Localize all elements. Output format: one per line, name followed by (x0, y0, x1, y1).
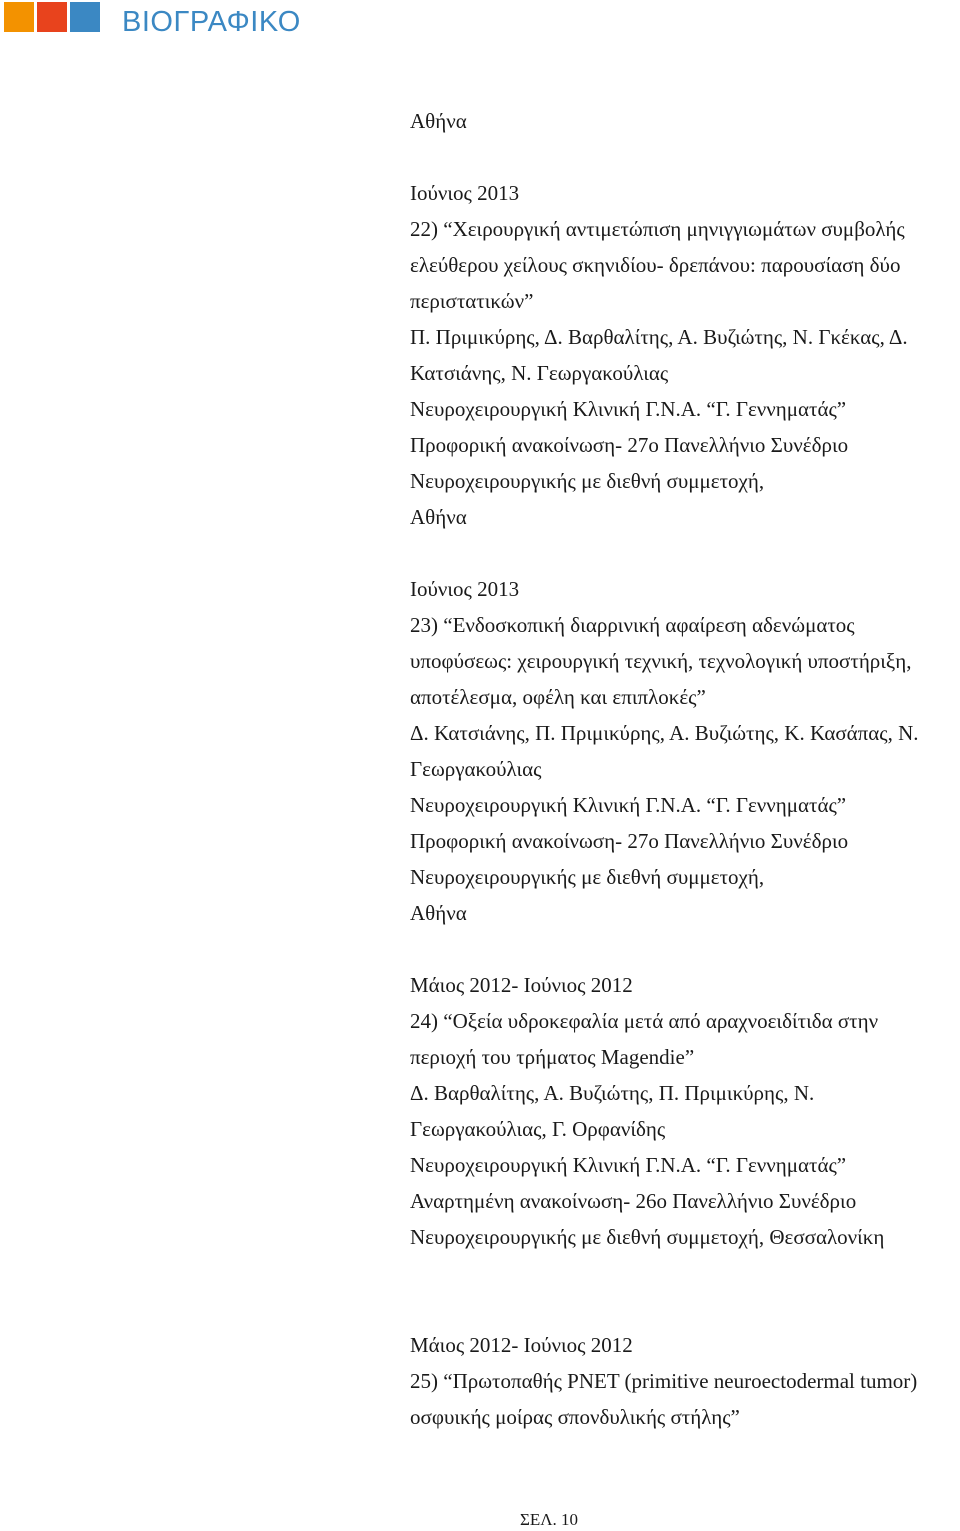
entry-venue: Νευροχειρουργικής με διεθνή συμμετοχή, (410, 865, 765, 889)
cv-entry-24 (410, 967, 958, 1255)
entry-affiliation: Νευροχειρουργική Κλινική Γ.Ν.Α. “Γ. Γεννηματάς” (410, 1153, 847, 1177)
entry-title: 22) “Χειρουργική αντιμετώπιση μηνιγγιωμάτων συμβολής (410, 217, 905, 241)
entry-title: ελεύθερου χείλους σκηνιδίου- δρεπάνου: παρουσίαση δύο (410, 253, 901, 277)
logo-square-red (37, 2, 67, 32)
entry-authors: Δ. Βαρθαλίτης, Α. Βυζιώτης, Π. Πριμικύρης, Ν. (410, 1081, 815, 1105)
cv-entry-22 (410, 175, 958, 535)
entry-authors: Π. Πριμικύρης, Δ. Βαρθαλίτης, Α. Βυζιώτης, Ν. Γκέκας, Δ. (410, 325, 908, 349)
entry-date: Μάιος 2012- Ιούνιος 2012 (410, 973, 633, 997)
entry-date: Ιούνιος 2013 (410, 577, 520, 601)
entry-title: οσφυικής μοίρας σπονδυλικής στήλης” (410, 1405, 740, 1429)
entry-title: υποφύσεως: χειρουργική τεχνική, τεχνολογική υποστήριξη, (410, 649, 912, 673)
entry-venue: Νευροχειρουργικής με διεθνή συμμετοχή, Θεσσαλονίκη (410, 1225, 885, 1249)
entry-title: περιοχή του τρήματος Magendie” (410, 1045, 695, 1069)
entry-affiliation: Νευροχειρουργική Κλινική Γ.Ν.Α. “Γ. Γεννηματάς” (410, 793, 847, 817)
entry-affiliation: Νευροχειρουργική Κλινική Γ.Ν.Α. “Γ. Γεννηματάς” (410, 397, 847, 421)
entry-venue: Νευροχειρουργικής με διεθνή συμμετοχή, (410, 469, 765, 493)
logo-square-blue (70, 2, 100, 32)
entry-authors: Δ. Κατσιάνης, Π. Πριμικύρης, Α. Βυζιώτης, Κ. Κασάπας, Ν. (410, 721, 919, 745)
entry-venue: Αναρτημένη ανακοίνωση- 26ο Πανελλήνιο Συνέδριο (410, 1189, 857, 1213)
page-number: ΣΕΛ. 10 (519, 1510, 579, 1529)
entry-location: Αθήνα (410, 505, 467, 529)
cv-entry-25 (410, 1327, 958, 1435)
entry-venue: Προφορική ανακοίνωση- 27ο Πανελλήνιο Συνέδριο (410, 433, 849, 457)
entry-location: Αθήνα (410, 901, 467, 925)
cv-entry-23 (410, 571, 958, 931)
intro-city: Αθήνα (410, 109, 467, 133)
entry-authors: Κατσιάνης, Ν. Γεωργακούλιας (410, 361, 669, 385)
logo-square-orange (4, 2, 34, 32)
entry-title: αποτέλεσμα, οφέλη και επιπλοκές” (410, 685, 706, 709)
entry-title: 25) “Πρωτοπαθής PNET (primitive neuroectodermal tumor) (410, 1369, 918, 1393)
entry-title: 24) “Οξεία υδροκεφαλία μετά από αραχνοειδίτιδα στην (410, 1009, 879, 1033)
entry-venue: Προφορική ανακοίνωση- 27ο Πανελλήνιο Συνέδριο (410, 829, 849, 853)
logo (4, 2, 100, 32)
entry-date: Ιούνιος 2013 (410, 181, 520, 205)
entry-authors: Γεωργακούλιας, Γ. Ορφανίδης (410, 1117, 666, 1141)
entry-title: 23) “Ενδοσκοπική διαρρινική αφαίρεση αδενώματος (410, 613, 855, 637)
cv-content (410, 103, 958, 1435)
document-title: ΒΙΟΓΡΑΦΙΚΟ (122, 6, 301, 38)
entry-title: περιστατικών” (410, 289, 534, 313)
entry-authors: Γεωργακούλιας (410, 757, 542, 781)
entry-date: Μάιος 2012- Ιούνιος 2012 (410, 1333, 633, 1357)
